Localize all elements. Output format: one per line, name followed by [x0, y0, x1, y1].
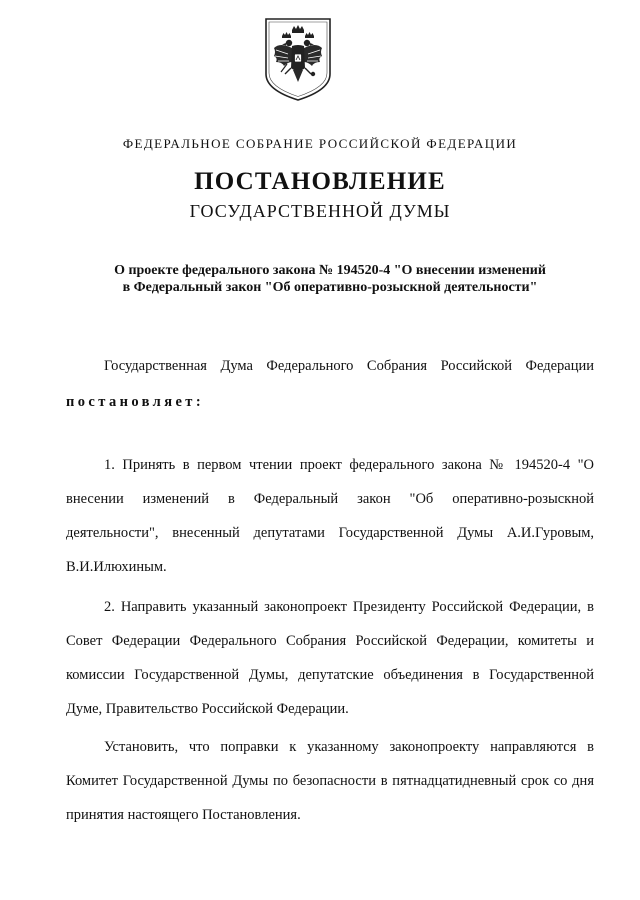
clause-1-paragraph: 1. Принять в первом чтении проект федерального закона № 194520-4 "О внесении изменений в Федеральный закон "Об оперативно-розыскной деятельности", внесенный депутатами Государственной Думы А.И.Гуровым, В.И.Илюхиным.: [66, 457, 594, 575]
issuer-heading: ГОСУДАРСТВЕННОЙ ДУМЫ: [189, 201, 451, 221]
resolves-word: постановляет: [66, 394, 196, 410]
clause-2-paragraph: 2. Направить указанный законопроект Президенту Российской Федерации, в Совет Федерации Федерального Собрания Российской Федерации, комитеты и комиссии Государственной Думы, депутатские объединения в Государственной Думе, Правительство Российской Федерации.: [66, 599, 594, 717]
federal-assembly-heading: ФЕДЕРАЛЬНОЕ СОБРАНИЕ РОССИЙСКОЙ ФЕДЕРАЦИИ: [122, 136, 518, 151]
resolves-line: [66, 385, 201, 419]
preamble-paragraph: Государственная Дума Федерального Собрания Российской Федерации: [104, 358, 594, 374]
russian-coat-of-arms-icon: [262, 16, 334, 102]
amendments-paragraph: Установить, что поправки к указанному законопроекту направляются в Комитет Государственной Думы по безопасности в пятнадцатидневный срок со дня принятия настоящего Постановления.: [66, 739, 594, 823]
subject-line-1: О проекте федерального закона № 194520-4 "О внесении изменений: [114, 263, 546, 278]
resolves-colon: :: [195, 394, 201, 410]
subject-line-2: в Федеральный закон "Об оперативно-розыскной деятельности": [122, 280, 538, 295]
document-subject: [90, 262, 570, 296]
document-type-title: ПОСТАНОВЛЕНИЕ: [194, 168, 446, 195]
